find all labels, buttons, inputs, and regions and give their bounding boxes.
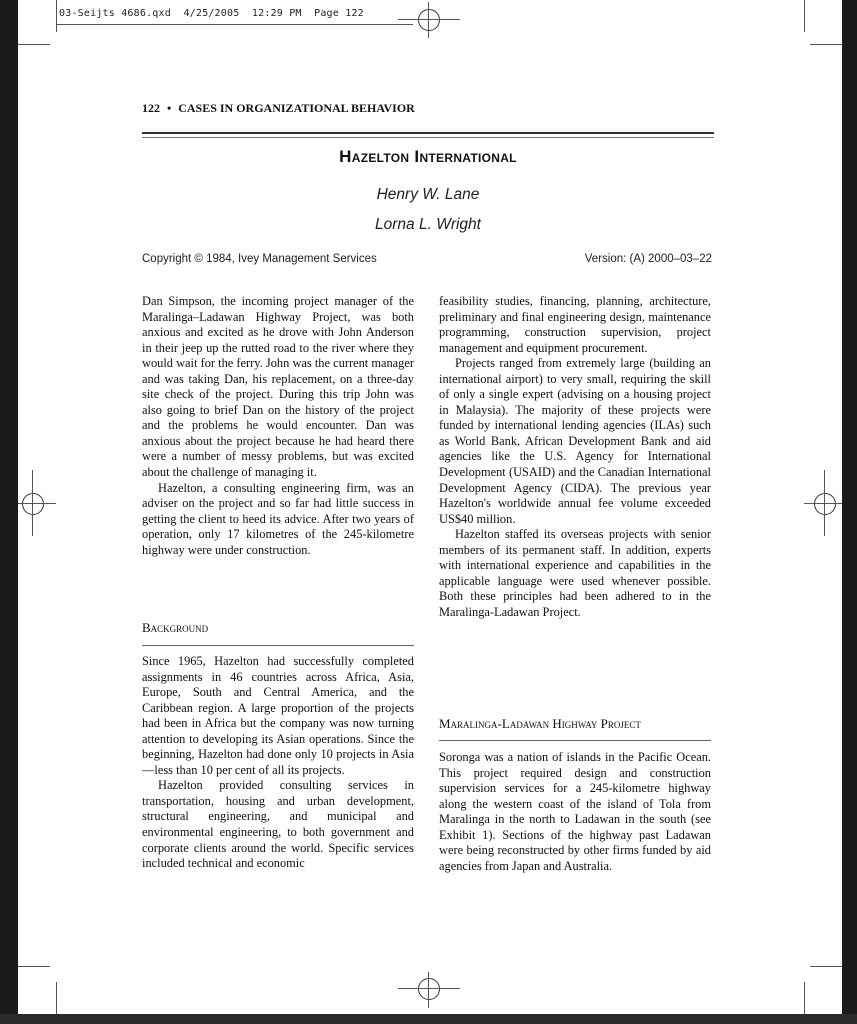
crop-mark-bottom-left-v (56, 982, 57, 1014)
viewer-bottom-bar (0, 1014, 857, 1024)
registration-bottom-v (428, 972, 429, 1008)
slug-underline (56, 24, 413, 25)
slug-date: 4/25/2005 (183, 8, 240, 19)
running-head (142, 101, 415, 116)
bullet-separator: • (167, 101, 172, 115)
paragraph: Since 1965, Hazelton had successfully completed assignments in 46 countries across Africa, Asia, Europe, South and Central America, and the Caribbean region. A large proportion of the projects had been in Africa but the company was now turning attention to developing its Asian operations. Since the beginning, Hazelton had done only 10 projects in Asia—less than 10 per cent of all its projects. (142, 654, 414, 777)
registration-mark-bottom-icon (418, 978, 440, 1000)
registration-right-v (824, 470, 825, 536)
registration-left-h (18, 503, 56, 504)
paragraph: Dan Simpson, the incoming project manager of the Maralinga–Ladawan Highway Project, was both anxious and excited as he drove with John Anderson in their jeep up the rutted road to the river where they would wait for the ferry. John was the current manager and was taking Dan, his replacement, on a three-day site check of the project. During this trip John was also going to brief Dan on the history of the project and the problems he would encounter. Dan was anxious about the project because he had heard there were a number of messy problems, but was excited about the challenge of managing it. (142, 294, 414, 480)
crop-mark-top-left-v (56, 0, 57, 32)
paragraph: Hazelton, a consulting engineering firm, was an adviser on the project and so far had little success in getting the client to heed its advice. After two years of operation, only 17 kilometres of the 245-kilometre highway were under construction. (142, 480, 414, 557)
header-rule (142, 132, 714, 134)
section-rule (439, 740, 711, 741)
author-1: Henry W. Lane (376, 186, 480, 203)
registration-top-v (428, 2, 429, 38)
paragraph: Hazelton provided consulting services in transportation, housing and urban development, structural engineering, and municipal and environmental engineering, to both government and corporate clients around the world. Specific services included technical and economic (142, 778, 414, 871)
paragraph: Hazelton staffed its overseas projects with senior members of its permanent staff. In addition, experts with international experience and capabilities in the applicable language were used whenever possible. Both these principles had been adhered to in the Maralinga-Ladawan Project. (439, 527, 711, 619)
slug-time: 12:29 PM (251, 8, 302, 19)
registration-left-v (32, 470, 33, 536)
crop-mark-top-right-v (804, 0, 805, 32)
document-page (18, 0, 842, 1014)
version-line: Version: (A) 2000–03–22 (584, 253, 712, 265)
crop-mark-top-right-h (810, 44, 842, 45)
case-title: Hazelton International (339, 147, 517, 166)
paragraph: Projects ranged from extremely large (building an international airport) to very small, requiring the skill of only a single expert (advising on a housing project in Malaysia). The majority of these projects were funded by international lending agencies (ILAs) such as World Bank, African Development Bank and aid agencies like the U.S. Agency for International Development (USAID) and the Canadian International Development Agency (CIDA). The previous year Hazelton's worldwide annual fee volume exceeded US$40 million. (439, 356, 711, 526)
crop-mark-top-left-h (18, 44, 50, 45)
book-title: CASES IN ORGANIZATIONAL BEHAVIOR (178, 101, 415, 115)
section-heading-project: Maralinga-Ladawan Highway Project (439, 716, 641, 731)
registration-right-h (804, 503, 842, 504)
paragraph: feasibility studies, financing, planning, architecture, preliminary and final engineering design, maintenance programming, construction supervision, project management and equipment procurement. (439, 294, 711, 355)
section-heading-background: Background (142, 620, 209, 635)
author-2: Lorna L. Wright (375, 216, 481, 233)
right-column-project (439, 750, 711, 874)
slug-filename: 03-Seijts 4686.qxd (59, 8, 171, 19)
left-column-background (142, 654, 414, 872)
slug-page: Page 122 (314, 8, 364, 19)
registration-mark-left-icon (22, 493, 44, 515)
header-rule-thin (142, 137, 714, 138)
left-column-intro (142, 294, 414, 558)
copyright-line: Copyright © 1984, Ivey Management Services (142, 253, 377, 265)
right-column-top (439, 294, 711, 620)
registration-top-h (398, 19, 460, 20)
section-rule (142, 645, 414, 646)
crop-mark-bottom-right-v (804, 982, 805, 1014)
page-number: 122 (142, 101, 160, 115)
crop-mark-bottom-left-h (18, 966, 50, 967)
registration-mark-right-icon (814, 493, 836, 515)
crop-mark-bottom-right-h (810, 966, 842, 967)
registration-bottom-h (398, 988, 460, 989)
registration-mark-top-icon (418, 9, 440, 31)
paragraph: Soronga was a nation of islands in the Pacific Ocean. This project required design and construction supervision services for a 245-kilometre highway along the western coast of the island of Tola from Maralinga in the north to Ladawan in the south (see Exhibit 1). Sections of the highway past Ladawan were being reconstructed by other firms funded by aid agencies from Japan and Australia. (439, 750, 711, 873)
print-slug (59, 8, 364, 19)
